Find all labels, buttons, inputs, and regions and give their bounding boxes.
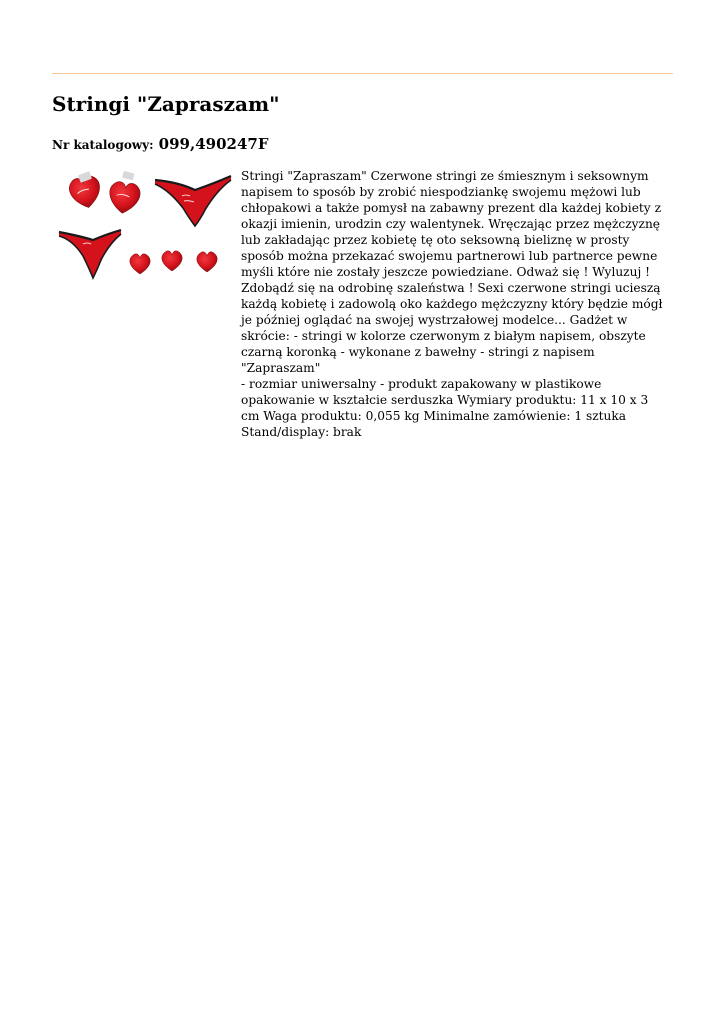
heart-package-icon (130, 254, 150, 274)
catalog-number-line (52, 133, 268, 156)
header-divider (52, 73, 673, 74)
heart-package-icon (197, 252, 217, 272)
thong-icon (59, 230, 121, 278)
product-image (55, 168, 233, 290)
heart-package-icon (107, 181, 141, 216)
product-title: Stringi "Zapraszam" (52, 92, 280, 116)
heart-package-icon (162, 251, 182, 271)
catalog-label: Nr katalogowy: (52, 138, 154, 152)
thong-icon (155, 176, 231, 226)
product-description: Stringi "Zapraszam" Czerwone stringi ze śmiesznym i seksownym napisem to sposób by zrobić niespodziankę swojemu mężowi lub chłopakowi a także pomysł na zabawny prezent dla każdej kobiety z okazji imienin, urodzin czy walentynek. Wręczając przez mężczyznę lub zakładając przez kobietę tę oto seksowną bieliznę w prosty sposób można przekazać swojemu partnerowi lub partnerce pewne myśli które nie zostały jeszcze powiedziane. Odważ się ! Wyluzuj ! Zdobądź się na odrobinę szaleństwa ! Sexi czerwone stringi ucieszą każdą kobietę i zadowolą oko każdego mężczyzny który będzie mógł je później oglądać na swojej wystrzałowej modelce... Gadżet w skrócie: - stringi w kolorze czerwonym z białym napisem, obszyte czarną koronką - wykonane z bawełny - stringi z napisem "Zapraszam" - rozmiar uniwersalny - produkt zapakowany w plastikowe opakowanie w kształcie serduszka Wymiary produktu: 11 x 10 x 3 cm Waga produktu: 0,055 kg Minimalne zamówienie: 1 sztuka Stand/display: brak (241, 169, 663, 439)
catalog-number: 099,490247F (158, 135, 269, 153)
